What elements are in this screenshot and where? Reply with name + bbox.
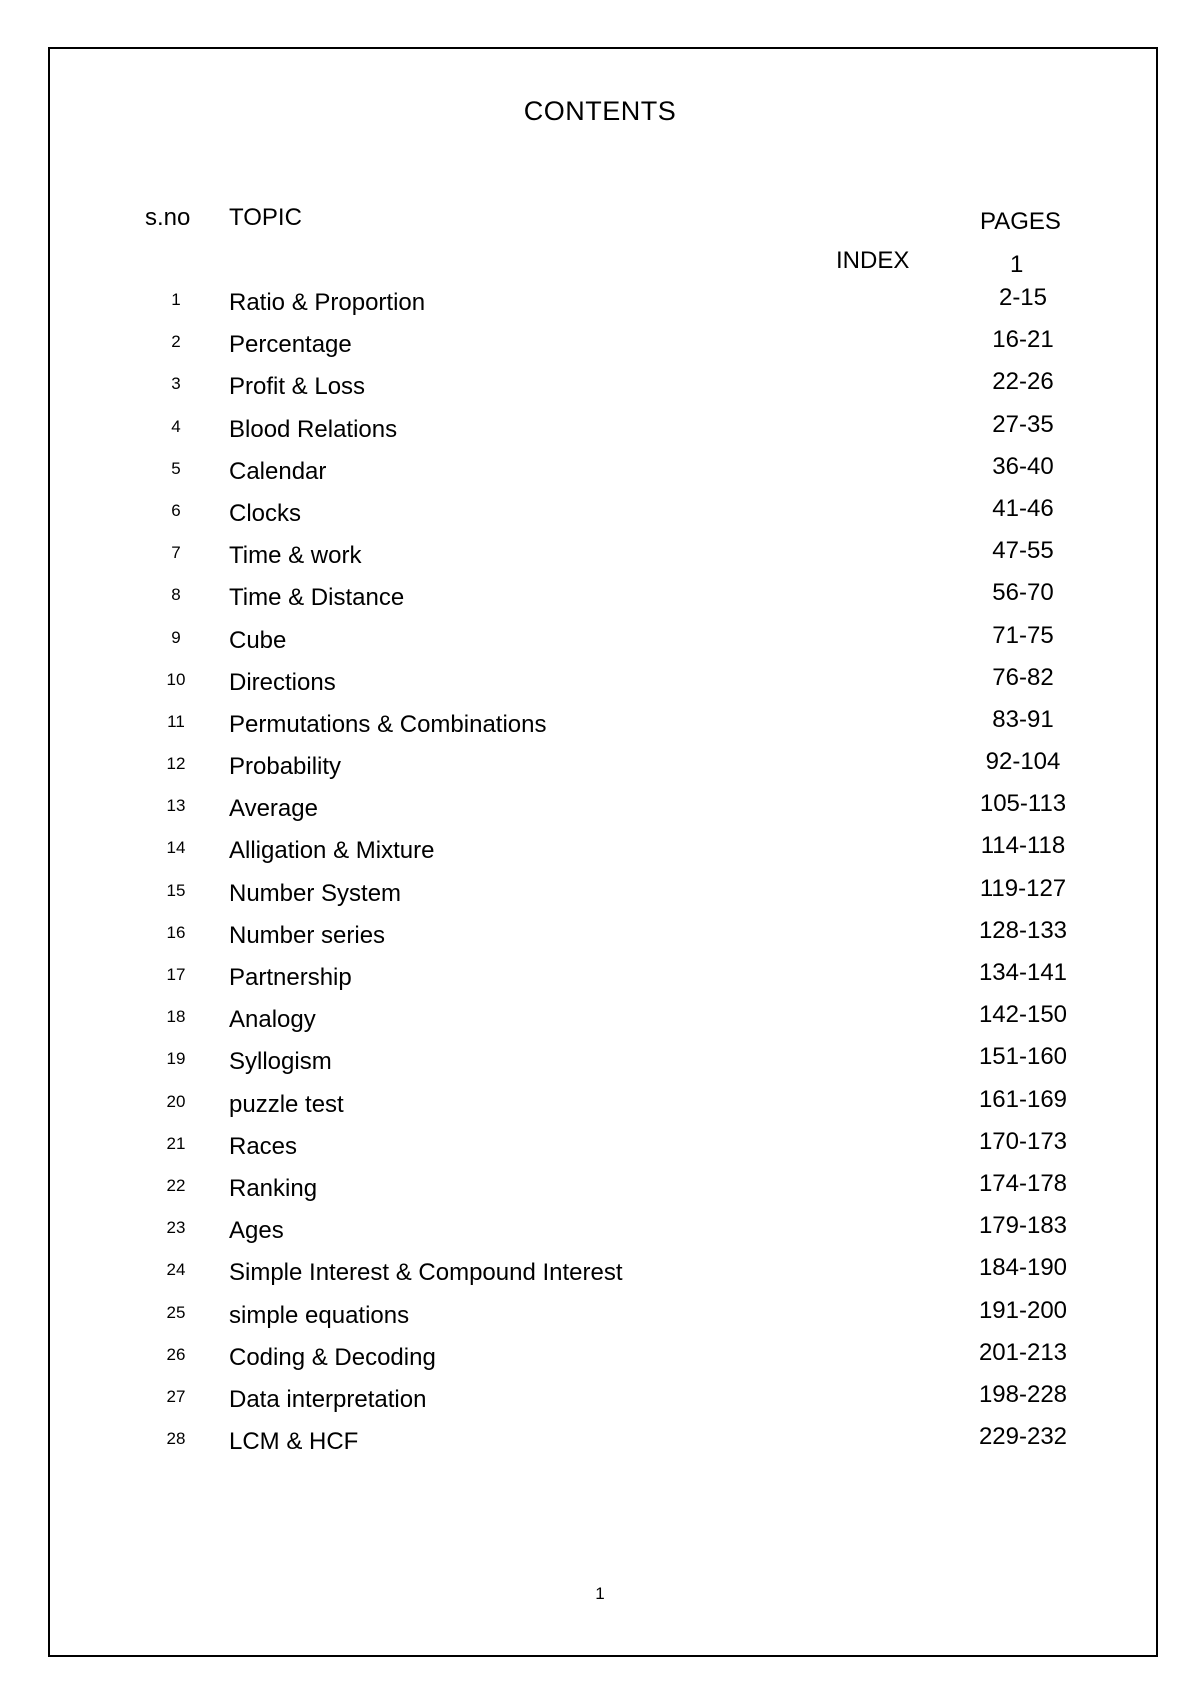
toc-serial-number: 17 — [166, 965, 186, 984]
toc-row — [0, 704, 1200, 746]
toc-topic: Profit & Loss — [229, 373, 366, 401]
toc-pages: 71-75 — [992, 621, 1054, 649]
toc-row — [0, 577, 1200, 619]
toc-topic: Time & Distance — [229, 584, 405, 612]
toc-row — [0, 1421, 1200, 1463]
toc-topic: Permutations & Combinations — [229, 710, 547, 738]
toc-serial-number: 6 — [171, 500, 181, 520]
toc-serial-number: 4 — [171, 416, 181, 436]
toc-serial-number: 26 — [166, 1344, 186, 1364]
toc-row — [0, 1041, 1200, 1083]
column-header-topic: TOPIC — [229, 204, 302, 231]
toc-topic: Simple Interest & Compound Interest — [229, 1259, 623, 1287]
toc-serial-number: 15 — [166, 880, 186, 900]
toc-topic: Number System — [229, 879, 402, 907]
toc-row — [0, 493, 1200, 535]
toc-topic: simple equations — [229, 1301, 410, 1329]
toc-row — [0, 409, 1200, 451]
toc-row — [0, 830, 1200, 872]
toc-row — [0, 451, 1200, 493]
toc-row — [0, 366, 1200, 408]
toc-serial-number: 5 — [171, 458, 181, 478]
toc-serial-number: 13 — [166, 796, 186, 816]
toc-row — [0, 1379, 1200, 1421]
toc-pages: 179-183 — [978, 1212, 1068, 1240]
toc-serial-number: 22 — [166, 1175, 186, 1195]
toc-pages: 105-113 — [979, 790, 1067, 818]
toc-topic: puzzle test — [229, 1090, 344, 1118]
toc-topic: Average — [229, 795, 318, 823]
toc-pages: 191-200 — [978, 1296, 1068, 1324]
toc-serial-number: 28 — [166, 1429, 186, 1449]
toc-serial-number: 8 — [171, 585, 181, 605]
toc-pages: 198-228 — [978, 1380, 1068, 1408]
toc-topic: Ranking — [229, 1174, 318, 1202]
toc-pages: 83-91 — [992, 705, 1054, 733]
toc-pages: 114-118 — [980, 832, 1066, 860]
toc-pages: 76-82 — [992, 663, 1054, 691]
toc-serial-number: 23 — [166, 1218, 186, 1238]
index-label: INDEX — [836, 247, 910, 274]
toc-serial-number: 20 — [166, 1091, 186, 1111]
toc-topic: Analogy — [229, 1006, 316, 1034]
toc-row — [0, 746, 1200, 788]
toc-pages: 92-104 — [985, 748, 1061, 776]
toc-topic: Ratio & Proportion — [229, 289, 426, 316]
toc-row — [0, 324, 1200, 366]
toc-pages: 161-169 — [978, 1085, 1068, 1113]
toc-serial-number: 2 — [171, 332, 181, 352]
toc-row — [0, 1168, 1200, 1210]
toc-row — [0, 1084, 1200, 1126]
toc-serial-number: 1 — [171, 290, 181, 309]
column-header-pages: PAGES — [980, 208, 1061, 235]
toc-serial-number: 10 — [166, 669, 186, 689]
toc-serial-number: 11 — [167, 711, 185, 731]
toc-pages: 56-70 — [992, 579, 1054, 607]
toc-row — [0, 1252, 1200, 1294]
column-header-sno: s.no — [145, 204, 191, 231]
toc-row — [0, 662, 1200, 704]
toc-pages: 151-160 — [978, 1043, 1068, 1071]
toc-topic: Number series — [229, 921, 386, 949]
toc-pages: 134-141 — [978, 959, 1068, 986]
document-title: CONTENTS — [523, 96, 677, 126]
toc-row — [0, 873, 1200, 915]
toc-row — [0, 957, 1200, 999]
toc-topic: Calendar — [229, 457, 327, 485]
toc-serial-number: 19 — [166, 1049, 186, 1069]
toc-pages: 16-21 — [992, 326, 1054, 354]
toc-pages: 184-190 — [978, 1254, 1068, 1282]
toc-row — [0, 1337, 1200, 1379]
toc-topic: Data interpretation — [229, 1385, 427, 1413]
index-page: 1 — [1010, 251, 1024, 278]
toc-list — [0, 282, 1200, 1463]
page-number: 1 — [595, 1584, 605, 1603]
toc-topic: Percentage — [229, 331, 352, 359]
toc-topic: Time & work — [229, 542, 362, 570]
toc-topic: Cube — [229, 626, 287, 654]
toc-row — [0, 999, 1200, 1041]
toc-serial-number: 24 — [166, 1260, 186, 1280]
toc-topic: Blood Relations — [229, 415, 398, 443]
toc-topic: Partnership — [229, 964, 352, 991]
toc-serial-number: 7 — [171, 543, 181, 563]
toc-row — [0, 535, 1200, 577]
toc-topic: Races — [229, 1132, 298, 1160]
toc-row — [0, 788, 1200, 830]
toc-serial-number: 14 — [166, 838, 186, 858]
toc-topic: Clocks — [229, 499, 302, 527]
toc-topic: LCM & HCF — [229, 1428, 359, 1456]
toc-topic: Syllogism — [229, 1048, 332, 1076]
toc-serial-number: 25 — [166, 1302, 186, 1322]
toc-serial-number: 12 — [166, 754, 186, 774]
toc-serial-number: 18 — [166, 1007, 186, 1027]
toc-pages: 142-150 — [978, 1001, 1068, 1029]
toc-pages: 22-26 — [992, 368, 1054, 396]
toc-row — [0, 1210, 1200, 1252]
toc-pages: 229-232 — [978, 1423, 1068, 1451]
toc-topic: Directions — [229, 668, 336, 696]
toc-pages: 41-46 — [992, 494, 1054, 522]
toc-topic: Ages — [229, 1217, 284, 1245]
toc-row — [0, 282, 1200, 324]
toc-serial-number: 9 — [171, 627, 181, 647]
toc-topic: Coding & Decoding — [229, 1343, 436, 1371]
toc-pages: 174-178 — [978, 1169, 1068, 1197]
toc-row — [0, 620, 1200, 662]
toc-pages: 27-35 — [992, 410, 1054, 438]
toc-serial-number: 21 — [166, 1133, 186, 1153]
toc-serial-number: 3 — [171, 374, 181, 394]
toc-serial-number: 27 — [166, 1386, 186, 1406]
toc-topic: Alligation & Mixture — [229, 837, 435, 865]
toc-pages: 128-133 — [978, 916, 1068, 944]
toc-pages: 170-173 — [978, 1127, 1068, 1155]
toc-pages: 2-15 — [998, 284, 1048, 311]
toc-pages: 36-40 — [992, 452, 1054, 480]
toc-row — [0, 1295, 1200, 1337]
toc-pages: 201-213 — [978, 1338, 1068, 1366]
toc-serial-number: 16 — [166, 922, 186, 942]
toc-pages: 47-55 — [992, 537, 1054, 565]
toc-row — [0, 915, 1200, 957]
toc-topic: Probability — [229, 753, 342, 781]
toc-pages: 119-127 — [979, 874, 1067, 902]
toc-row — [0, 1126, 1200, 1168]
